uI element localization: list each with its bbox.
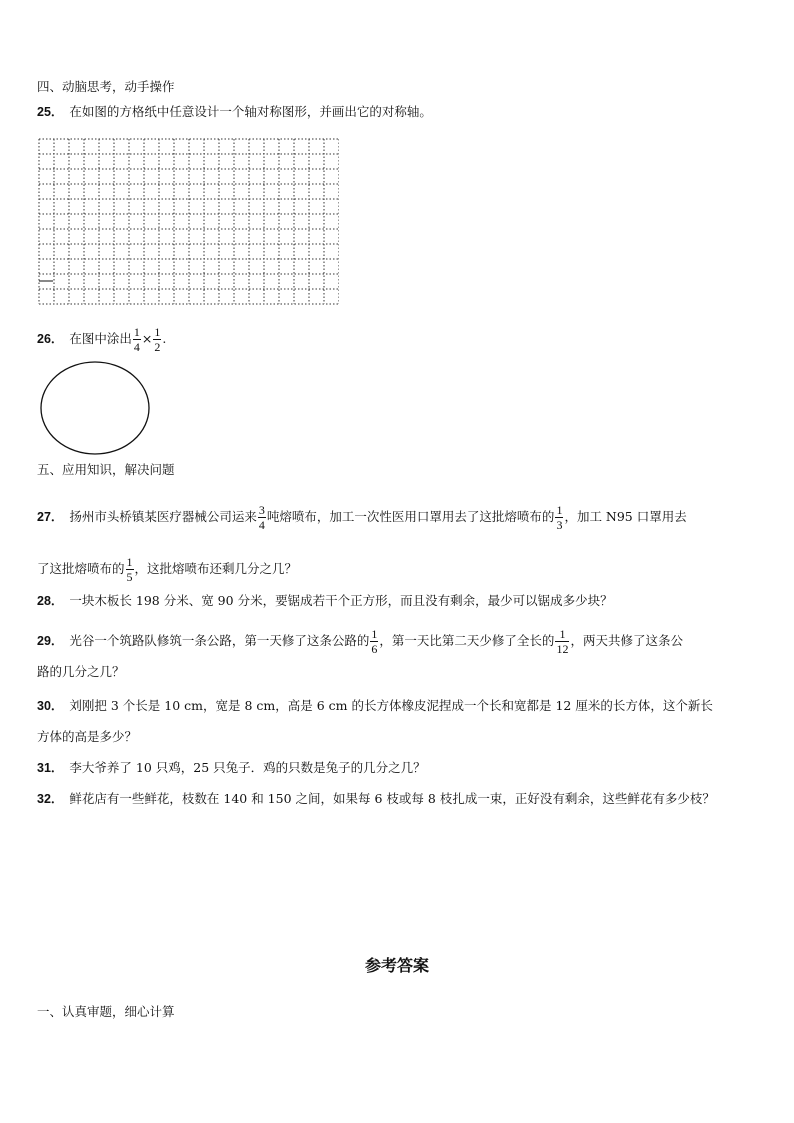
question-number: 26． — [37, 332, 64, 346]
question-number: 28． — [37, 594, 64, 608]
question-29-cont: 路的几分之几？ — [37, 664, 125, 679]
circle-figure[interactable] — [39, 361, 153, 461]
question-27: 27． 扬州市头桥镇某医疗器械公司运来 $\frac{3}{4}$ 吨熔喷布，加工一次性医用口罩用去了这批熔喷布的 $\frac{1}{3}$ ，加工 N95 口罩用去 — [37, 503, 687, 532]
question-31 — [37, 760, 426, 776]
grid-paper[interactable] — [37, 137, 339, 309]
question-number: 25． — [37, 105, 64, 119]
question-number: 29． — [37, 634, 64, 648]
square-grid — [37, 137, 339, 305]
question-text: 在如图的方格纸中任意设计一个轴对称图形，并画出它的对称轴。 — [69, 104, 432, 119]
question-25 — [37, 104, 432, 120]
question-29: 29． 光谷一个筑路队修筑一条公路，第一天修了这条公路的 $\frac{1}{6}$ ，第一天比第二天少修了全长的 $\frac{1}{12}$ ，两天共修了这条公 — [37, 627, 683, 656]
question-text: 鲜花店有一些鲜花，枝数在 140 和 150 之间，如果每 6 枝或每 8 枝扎成一束，正好没有剩余，这些鲜花有多少枝？ — [69, 791, 715, 806]
question-number: 31． — [37, 761, 64, 775]
fraction-one-half: $\frac{1}{2}$ — [154, 325, 161, 354]
section-4-heading: 四、动脑思考，动手操作 — [37, 79, 175, 94]
question-28 — [37, 593, 613, 609]
fraction-one-fifth: $\frac{1}{5}$ — [126, 555, 133, 584]
question-32 — [37, 791, 715, 807]
question-text: 在图中涂出 — [69, 331, 132, 346]
section-5-heading: 五、应用知识，解决问题 — [37, 462, 175, 477]
fraction-three-quarters: $\frac{3}{4}$ — [258, 503, 265, 532]
times-sign: × — [141, 331, 153, 346]
question-30-cont: 方体的高是多少？ — [37, 729, 138, 744]
question-text: 一块木板长 198 分米、宽 90 分米，要锯成若干个正方形，而且没有剩余，最少可以锯成多少块？ — [69, 593, 613, 608]
question-number: 32． — [37, 792, 64, 806]
fraction-one-quarter: $\frac{1}{4}$ — [133, 325, 140, 354]
fraction-one-twelfth: $\frac{1}{12}$ — [556, 627, 569, 656]
question-26: 26． 在图中涂出 $\frac{1}{4}$ × $\frac{1}{2}$ . — [37, 325, 167, 354]
question-number: 27． — [37, 510, 64, 524]
question-number: 30． — [37, 699, 64, 713]
answers-heading: 参考答案 — [364, 956, 429, 975]
fraction-one-third: $\frac{1}{3}$ — [556, 503, 563, 532]
section-1-heading: 一、认真审题，细心计算 — [37, 1004, 175, 1019]
fraction-one-sixth: $\frac{1}{6}$ — [371, 627, 378, 656]
question-text: 李大爷养了 10 只鸡，25 只兔子．鸡的只数是兔子的几分之几？ — [69, 760, 426, 775]
question-27-cont: 了这批熔喷布的 $\frac{1}{5}$ ，这批熔喷布还剩几分之几？ — [37, 555, 298, 584]
question-30: 30． 刘刚把 3 个长是 10 cm，宽是 8 cm，高是 6 cm 的长方体橡皮泥捏成一个长和宽都是 12 厘米的长方体，这个新长 — [37, 698, 713, 713]
